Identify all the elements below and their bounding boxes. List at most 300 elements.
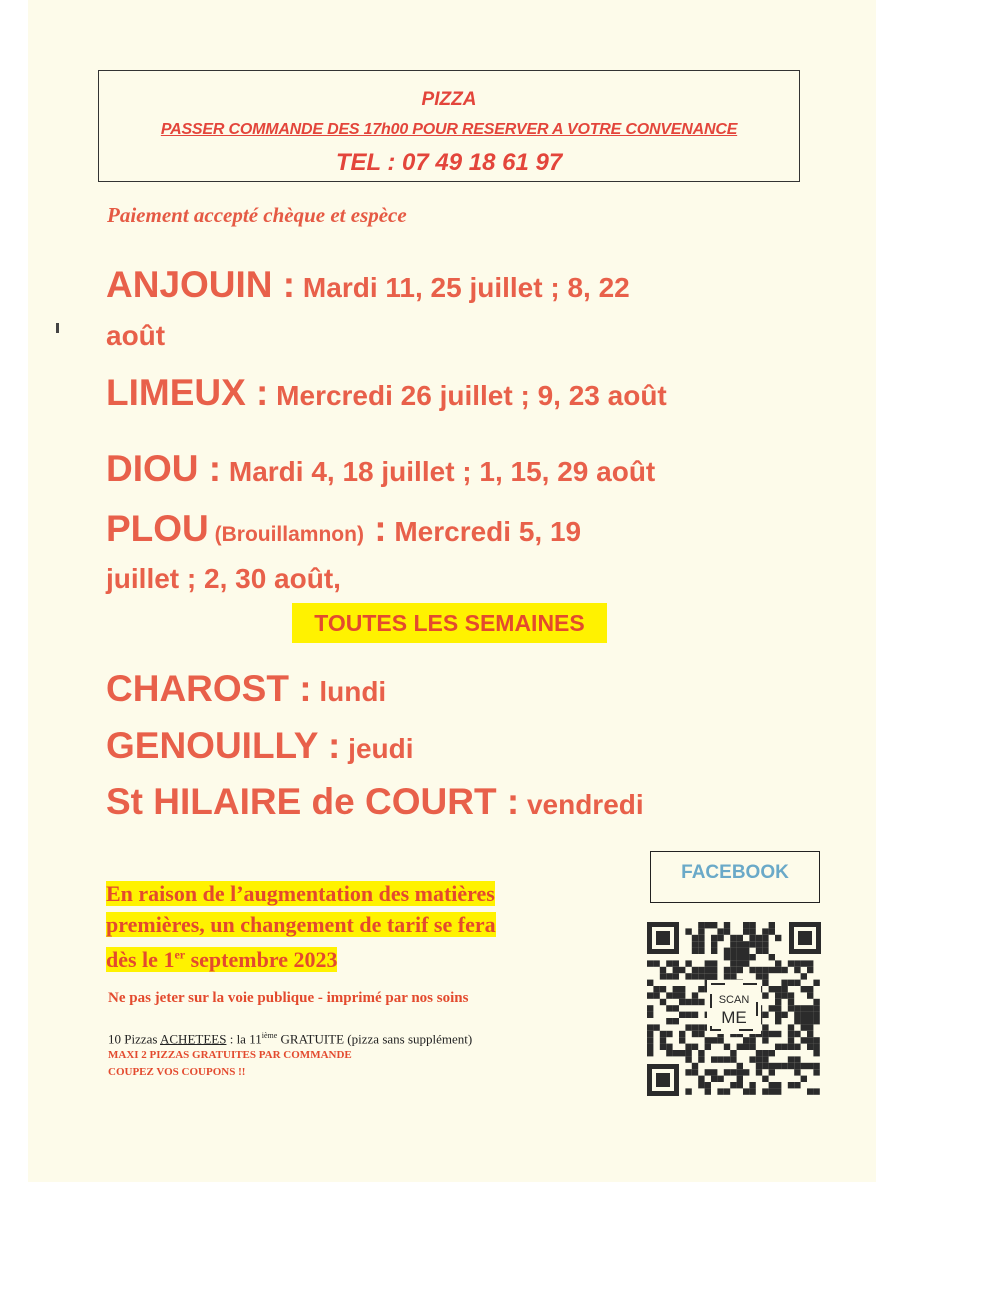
qr-module xyxy=(698,1024,704,1030)
qr-module xyxy=(730,973,736,979)
qr-module xyxy=(737,1044,743,1050)
qr-module xyxy=(698,967,704,973)
qr-module xyxy=(788,960,794,966)
schedule-plou xyxy=(106,508,581,550)
qr-module xyxy=(749,1082,755,1088)
qr-module xyxy=(737,941,743,947)
notice-line-1: En raison de l’augmentation des matières xyxy=(106,881,495,906)
town-name: LIMEUX xyxy=(106,372,246,413)
qr-module xyxy=(660,967,666,973)
qr-module xyxy=(807,1037,813,1043)
qr-module xyxy=(737,1076,743,1082)
qr-module xyxy=(762,1050,768,1056)
offer-text: 10 Pizzas xyxy=(108,1031,160,1047)
qr-module xyxy=(807,1005,813,1011)
qr-module xyxy=(685,1024,691,1030)
qr-module xyxy=(788,1024,794,1030)
qr-module xyxy=(788,992,794,998)
qr-module xyxy=(711,935,717,941)
qr-module xyxy=(762,948,768,954)
qr-module xyxy=(743,948,749,954)
qr-module xyxy=(679,967,685,973)
qr-module xyxy=(647,960,653,966)
qr-module xyxy=(801,1018,807,1024)
offer-coupons: COUPEZ VOS COUPONS !! xyxy=(108,1066,246,1078)
weekly-genouilly xyxy=(106,725,414,767)
qr-module xyxy=(692,948,698,954)
qr-module xyxy=(685,973,691,979)
qr-module xyxy=(801,1037,807,1043)
qr-module xyxy=(762,1056,768,1062)
qr-module xyxy=(711,922,717,928)
qr-module xyxy=(692,1024,698,1030)
qr-module xyxy=(705,973,711,979)
qr-module xyxy=(711,1037,717,1043)
qr-module xyxy=(794,1031,800,1037)
qr-module xyxy=(647,980,653,986)
qr-module xyxy=(807,1044,813,1050)
qr-module xyxy=(673,1018,679,1024)
qr-module xyxy=(762,980,768,986)
qr-module xyxy=(807,960,813,966)
qr-module xyxy=(685,928,691,934)
qr-module xyxy=(724,928,730,934)
qr-module xyxy=(737,1069,743,1075)
qr-module xyxy=(749,1056,755,1062)
qr-module xyxy=(653,986,659,992)
qr-module xyxy=(666,1018,672,1024)
dates: août xyxy=(106,320,166,351)
schedule-anjouin-cont xyxy=(106,320,165,352)
separator: : xyxy=(288,668,312,709)
facebook-label: FACEBOOK xyxy=(650,851,820,903)
qr-module xyxy=(711,1056,717,1062)
qr-me-text: ME xyxy=(721,1008,747,1027)
qr-module xyxy=(775,992,781,998)
qr-module xyxy=(813,1044,819,1050)
schedule-plou-cont xyxy=(106,563,341,595)
qr-module xyxy=(813,1063,819,1069)
qr-module xyxy=(794,1044,800,1050)
qr-module xyxy=(730,1050,736,1056)
qr-module xyxy=(698,1031,704,1037)
qr-module xyxy=(692,1063,698,1069)
qr-module xyxy=(653,1024,659,1030)
qr-module xyxy=(698,973,704,979)
qr-module xyxy=(724,922,730,928)
phone-number: TEL : 07 49 18 61 97 xyxy=(335,149,563,176)
qr-module xyxy=(813,1037,819,1043)
qr-module xyxy=(743,960,749,966)
qr-module xyxy=(724,948,730,954)
qr-module xyxy=(647,992,653,998)
qr-module xyxy=(679,1031,685,1037)
qr-module xyxy=(730,1056,736,1062)
offer-limit: MAXI 2 PIZZAS GRATUITES PAR COMMANDE xyxy=(108,1049,352,1061)
qr-module xyxy=(666,973,672,979)
qr-module xyxy=(807,967,813,973)
notice-date: septembre 2023 xyxy=(185,947,338,973)
qr-module xyxy=(788,1005,794,1011)
qr-module xyxy=(717,1076,723,1082)
order-line: PASSER COMMANDE DES 17h00 POUR RESERVER A VOTRE CONVENANCE xyxy=(160,121,738,138)
qr-module xyxy=(807,1018,813,1024)
qr-module xyxy=(685,1012,691,1018)
payment-info: Paiement accepté chèque et espèce xyxy=(107,203,407,227)
qr-module xyxy=(698,1050,704,1056)
qr-module xyxy=(679,1050,685,1056)
qr-module xyxy=(685,1069,691,1075)
qr-module xyxy=(775,935,781,941)
qr-module xyxy=(724,1069,730,1075)
qr-module xyxy=(660,1044,666,1050)
qr-module xyxy=(743,1037,749,1043)
qr-module xyxy=(666,992,672,998)
town-name: ANJOUIN xyxy=(106,264,273,305)
qr-module xyxy=(737,960,743,966)
qr-module xyxy=(781,1063,787,1069)
qr-module xyxy=(698,986,704,992)
qr-module xyxy=(794,1069,800,1075)
offer-text: : la 11 xyxy=(226,1031,262,1047)
qr-module xyxy=(730,948,736,954)
qr-module xyxy=(647,1037,653,1043)
qr-module xyxy=(775,1063,781,1069)
qr-module xyxy=(685,999,691,1005)
qr-module xyxy=(762,941,768,947)
qr-module xyxy=(679,1012,685,1018)
qr-module xyxy=(692,935,698,941)
scan-mark xyxy=(56,323,59,333)
qr-module xyxy=(813,1005,819,1011)
qr-module xyxy=(756,1063,762,1069)
qr-module xyxy=(666,960,672,966)
qr-module xyxy=(743,1069,749,1075)
separator: : xyxy=(272,264,296,305)
qr-module xyxy=(781,986,787,992)
qr-module xyxy=(762,967,768,973)
day: jeudi xyxy=(340,733,414,764)
qr-module xyxy=(756,967,762,973)
qr-module xyxy=(807,1088,813,1094)
offer-text: GRATUITE (pizza sans supplément) xyxy=(277,1031,473,1047)
qr-module xyxy=(717,935,723,941)
qr-module xyxy=(705,1088,711,1094)
qr-module xyxy=(801,1024,807,1030)
qr-module xyxy=(698,948,704,954)
qr-module xyxy=(673,1050,679,1056)
town-name: St HILAIRE de COURT xyxy=(106,781,497,822)
qr-module xyxy=(743,1044,749,1050)
qr-module xyxy=(685,1088,691,1094)
qr-module xyxy=(788,1063,794,1069)
qr-module xyxy=(788,1037,794,1043)
qr-module xyxy=(737,967,743,973)
offer-bought: ACHETEES xyxy=(160,1031,227,1047)
dates: Mardi 11, 25 juillet ; 8, 22 xyxy=(295,272,630,303)
qr-module xyxy=(813,980,819,986)
qr-module xyxy=(794,1018,800,1024)
qr-module xyxy=(794,1056,800,1062)
qr-module xyxy=(794,1063,800,1069)
qr-module xyxy=(769,1069,775,1075)
qr-module xyxy=(673,992,679,998)
qr-module xyxy=(647,1050,653,1056)
qr-module xyxy=(801,1076,807,1082)
qr-module xyxy=(762,1063,768,1069)
qr-module xyxy=(698,1056,704,1062)
qr-module xyxy=(775,1031,781,1037)
qr-module xyxy=(762,928,768,934)
qr-module xyxy=(769,1031,775,1037)
qr-module xyxy=(762,1024,768,1030)
qr-module xyxy=(666,1005,672,1011)
qr-module xyxy=(705,1037,711,1043)
qr-module xyxy=(705,922,711,928)
qr-module xyxy=(711,967,717,973)
qr-module xyxy=(801,960,807,966)
qr-module xyxy=(653,992,659,998)
qr-module xyxy=(737,954,743,960)
weekly-st-hilaire xyxy=(106,781,644,823)
qr-module xyxy=(737,935,743,941)
qr-module xyxy=(705,960,711,966)
qr-module xyxy=(801,1005,807,1011)
qr-module xyxy=(749,935,755,941)
qr-module xyxy=(756,935,762,941)
qr-module xyxy=(813,1012,819,1018)
qr-module xyxy=(769,1088,775,1094)
qr-module xyxy=(749,1037,755,1043)
qr-module xyxy=(692,1044,698,1050)
qr-module xyxy=(717,1088,723,1094)
qr-module xyxy=(660,986,666,992)
qr-module xyxy=(775,960,781,966)
qr-module xyxy=(762,935,768,941)
qr-module xyxy=(705,1069,711,1075)
separator: : xyxy=(496,781,520,822)
schedule-diou xyxy=(106,448,655,490)
qr-module xyxy=(807,1063,813,1069)
qr-module xyxy=(673,986,679,992)
town-name: GENOUILLY xyxy=(106,725,318,766)
town-note: (Brouillamnon) xyxy=(208,523,364,546)
qr-module xyxy=(647,1044,653,1050)
schedule-limeux xyxy=(106,372,667,414)
qr-module xyxy=(756,973,762,979)
qr-module xyxy=(673,960,679,966)
qr-module xyxy=(762,1076,768,1082)
town-name: PLOU xyxy=(106,508,209,549)
qr-module xyxy=(724,1056,730,1062)
qr-module xyxy=(730,1082,736,1088)
qr-module xyxy=(705,1082,711,1088)
qr-module xyxy=(647,1012,653,1018)
header-box xyxy=(98,70,800,182)
qr-module xyxy=(717,1037,723,1043)
qr-module xyxy=(698,941,704,947)
qr-module xyxy=(794,1082,800,1088)
qr-module xyxy=(711,960,717,966)
qr-module xyxy=(756,941,762,947)
qr-module xyxy=(647,1031,653,1037)
schedule-anjouin xyxy=(106,264,630,306)
qr-module xyxy=(788,1044,794,1050)
qr-module xyxy=(660,1031,666,1037)
qr-module xyxy=(730,1069,736,1075)
qr-module xyxy=(788,980,794,986)
qr-module xyxy=(717,928,723,934)
qr-module xyxy=(769,1050,775,1056)
qr-module xyxy=(711,1076,717,1082)
qr-module xyxy=(762,1088,768,1094)
qr-module xyxy=(762,1012,768,1018)
qr-module xyxy=(705,1044,711,1050)
separator: : xyxy=(245,372,269,413)
weekly-heading: TOUTES LES SEMAINES xyxy=(292,603,607,643)
qr-module xyxy=(756,1056,762,1062)
qr-module xyxy=(737,1063,743,1069)
qr-module xyxy=(807,1012,813,1018)
qr-module xyxy=(762,992,768,998)
qr-module xyxy=(692,1069,698,1075)
separator: : xyxy=(363,508,387,549)
qr-module xyxy=(666,1031,672,1037)
day: vendredi xyxy=(519,789,644,820)
qr-module xyxy=(698,928,704,934)
offer-superscript: ième xyxy=(261,1031,278,1040)
qr-module xyxy=(794,960,800,966)
qr-module xyxy=(813,1088,819,1094)
qr-module xyxy=(807,986,813,992)
qr-module xyxy=(788,1031,794,1037)
qr-module xyxy=(749,941,755,947)
no-litter-notice: Ne pas jeter sur la voie publique - imprimé par nos soins xyxy=(108,990,469,1006)
header-title: PIZZA xyxy=(421,89,477,110)
qr-module xyxy=(673,973,679,979)
qr-module xyxy=(730,954,736,960)
qr-module xyxy=(794,1012,800,1018)
qr-module xyxy=(775,999,781,1005)
qr-module xyxy=(679,1037,685,1043)
qr-module xyxy=(653,960,659,966)
qr-module xyxy=(666,1044,672,1050)
dates: juillet ; 2, 30 août, xyxy=(106,563,341,594)
qr-module xyxy=(743,954,749,960)
qr-module xyxy=(660,999,666,1005)
qr-module xyxy=(743,941,749,947)
qr-module xyxy=(711,973,717,979)
qr-module xyxy=(698,935,704,941)
qr-module xyxy=(711,1069,717,1075)
qr-module xyxy=(711,941,717,947)
qr-module xyxy=(762,1037,768,1043)
qr-module xyxy=(724,1088,730,1094)
qr-module xyxy=(756,948,762,954)
qr-module xyxy=(730,935,736,941)
weekly-charost xyxy=(106,668,386,710)
notice-superscript: er xyxy=(174,948,186,962)
qr-module xyxy=(692,941,698,947)
qr-module xyxy=(692,999,698,1005)
qr-module xyxy=(737,1082,743,1088)
qr-module xyxy=(794,980,800,986)
qr-module xyxy=(756,1050,762,1056)
qr-module xyxy=(813,999,819,1005)
qr-module xyxy=(775,1082,781,1088)
qr-module xyxy=(692,992,698,998)
qr-module xyxy=(801,1012,807,1018)
qr-module xyxy=(692,967,698,973)
qr-module xyxy=(749,922,755,928)
dates: Mercredi 5, 19 xyxy=(386,516,582,547)
qr-module xyxy=(788,999,794,1005)
qr-module xyxy=(749,928,755,934)
qr-module xyxy=(794,1005,800,1011)
qr-module xyxy=(673,967,679,973)
dates: Mardi 4, 18 juillet ; 1, 15, 29 août xyxy=(221,456,656,487)
qr-module xyxy=(769,986,775,992)
qr-module xyxy=(775,1018,781,1024)
separator: : xyxy=(198,448,222,489)
notice-date-prefix: dès le 1 xyxy=(106,947,175,973)
qr-module xyxy=(801,1063,807,1069)
qr-module xyxy=(775,986,781,992)
qr-module xyxy=(724,973,730,979)
qr-module xyxy=(775,1012,781,1018)
qr-module xyxy=(717,1056,723,1062)
qr-module xyxy=(685,1050,691,1056)
qr-module xyxy=(769,922,775,928)
qr-module xyxy=(730,960,736,966)
qr-code-icon[interactable] xyxy=(645,920,823,1098)
qr-module xyxy=(711,948,717,954)
qr-module xyxy=(781,1012,787,1018)
qr-module xyxy=(698,999,704,1005)
qr-module xyxy=(769,1005,775,1011)
qr-module xyxy=(749,1088,755,1094)
qr-scan-text: SCAN xyxy=(718,994,750,1006)
qr-module xyxy=(660,1037,666,1043)
qr-module xyxy=(769,954,775,960)
qr-module xyxy=(801,986,807,992)
qr-module xyxy=(660,973,666,979)
qr-module xyxy=(679,992,685,998)
qr-module xyxy=(756,1069,762,1075)
qr-module xyxy=(775,1005,781,1011)
qr-module xyxy=(769,928,775,934)
qr-module xyxy=(685,1044,691,1050)
qr-module xyxy=(743,928,749,934)
qr-module xyxy=(781,992,787,998)
qr-module xyxy=(737,948,743,954)
qr-module xyxy=(769,1082,775,1088)
qr-module xyxy=(724,1044,730,1050)
notice-line-2: premières, un changement de tarif se fera xyxy=(106,912,496,937)
qr-module xyxy=(749,954,755,960)
qr-module xyxy=(743,1088,749,1094)
qr-module xyxy=(801,973,807,979)
qr-module xyxy=(788,1082,794,1088)
qr-module xyxy=(743,922,749,928)
qr-module xyxy=(692,1012,698,1018)
notice-line-3 xyxy=(106,947,337,972)
loyalty-offer xyxy=(108,1031,472,1047)
qr-module xyxy=(724,954,730,960)
qr-module xyxy=(769,1063,775,1069)
qr-module xyxy=(807,1024,813,1030)
qr-module xyxy=(762,1031,768,1037)
